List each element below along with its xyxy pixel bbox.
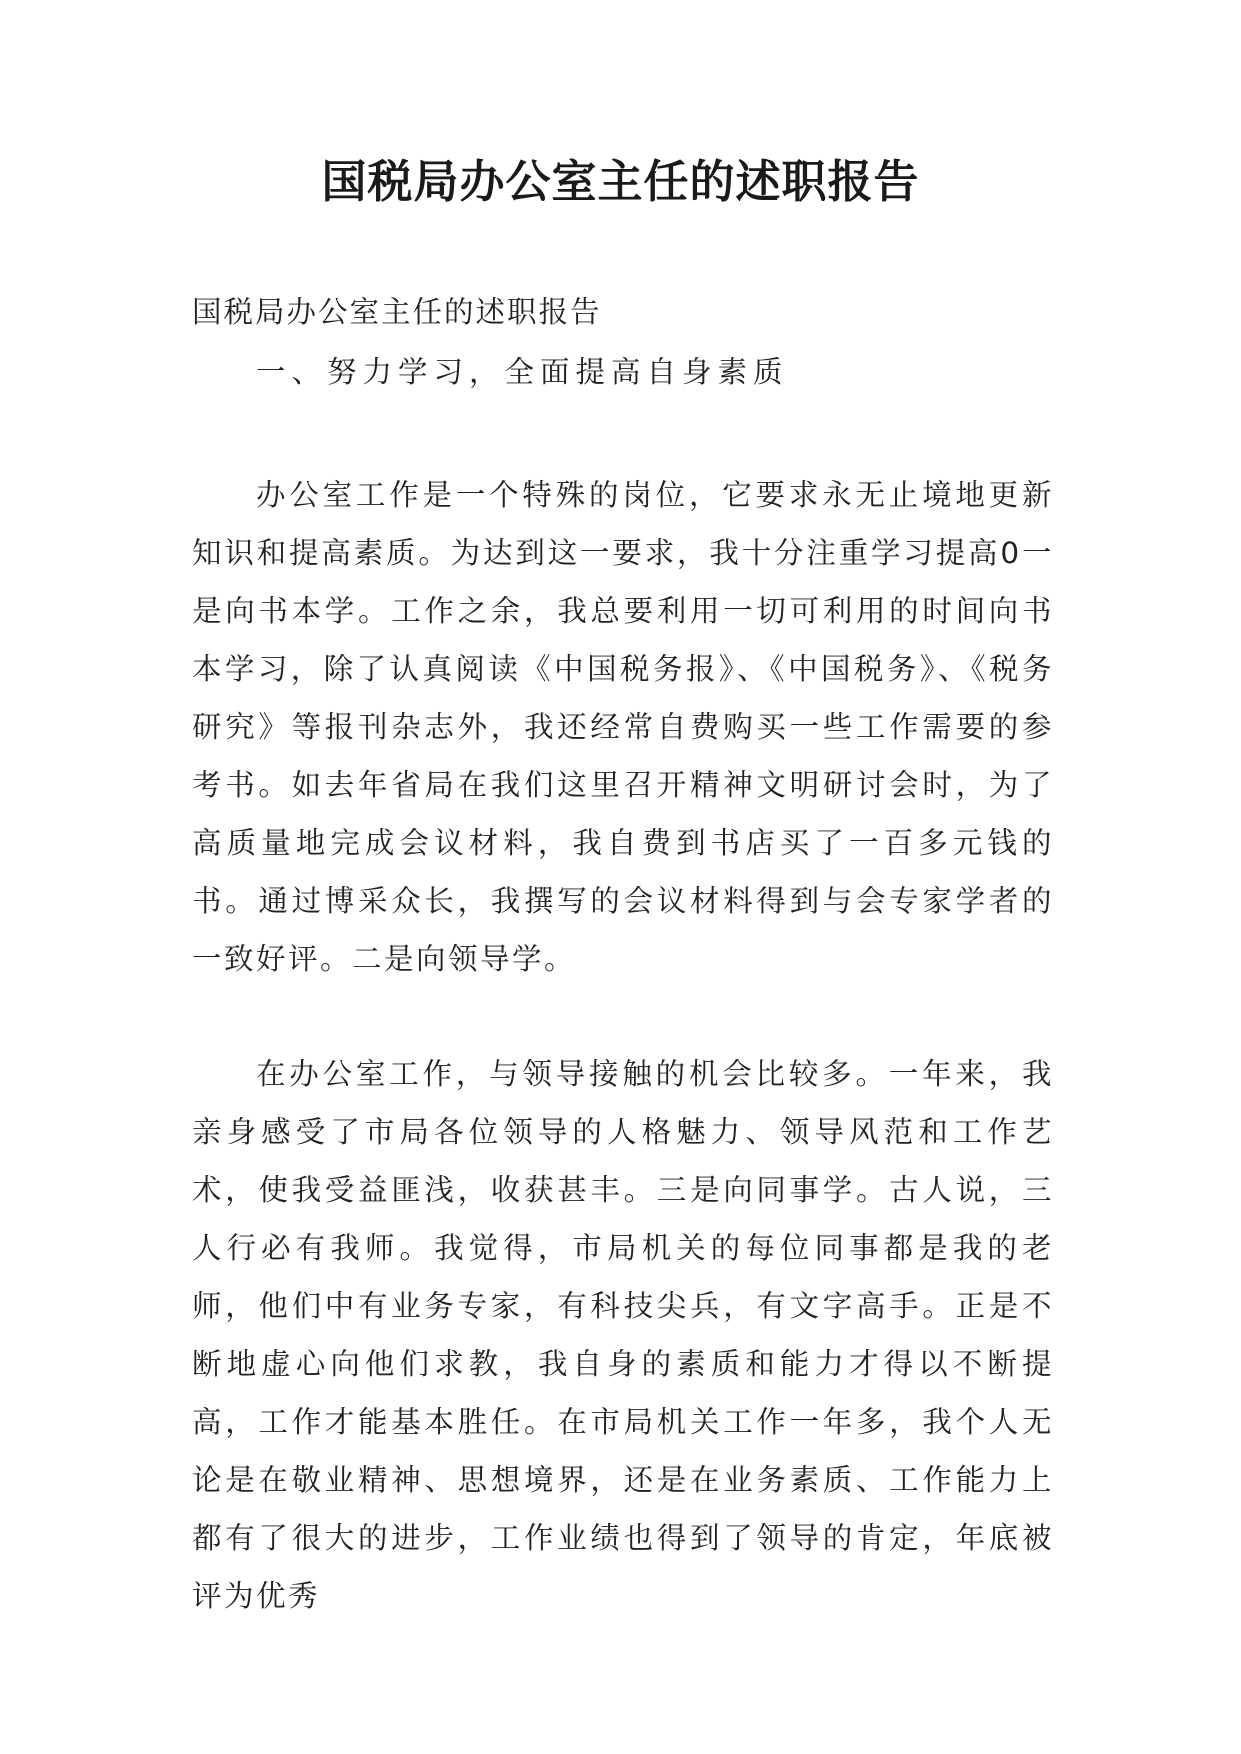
body-paragraph-1: 办公室工作是一个特殊的岗位，它要求永无止境地更新知识和提高素质。为达到这一要求，我十分注重学习提高0一是向书本学。工作之余，我总要利用一切可利用的时间向书本学习，除了认真阅读《中国税务报》、《中国税务》、《税务研究》等报刊杂志外，我还经常自费购买一些工作需要的参考书。如去年省局在我们这里召开精神文明研讨会时，为了高质量地完成会议材料，我自费到书店买了一百多元钱的书。通过博采众长，我撰写的会议材料得到与会专家学者的一致好评。二是向领导学。	[192, 478, 1054, 976]
section-heading: 一、努力学习，全面提高自身素质	[256, 355, 789, 389]
document-subtitle: 国税局办公室主任的述职报告	[192, 295, 602, 329]
body-paragraph-2: 在办公室工作，与领导接触的机会比较多。一年来，我亲身感受了市局各位领导的人格魅力、领导风范和工作艺术，使我受益匪浅，收获甚丰。三是向同事学。古人说，三人行必有我师。我觉得，市局机关的每位同事都是我的老师，他们中有业务专家，有科技尖兵，有文字高手。正是不断地虚心向他们求教，我自身的素质和能力才得以不断提高，工作才能基本胜任。在市局机关工作一年多，我个人无论是在敬业精神、思想境界，还是在业务素质、工作能力上都有了很大的进步，工作业绩也得到了领导的肯定，年底被评为优秀	[192, 1057, 1054, 1613]
document-title: 国税局办公室主任的述职报告	[321, 155, 920, 208]
